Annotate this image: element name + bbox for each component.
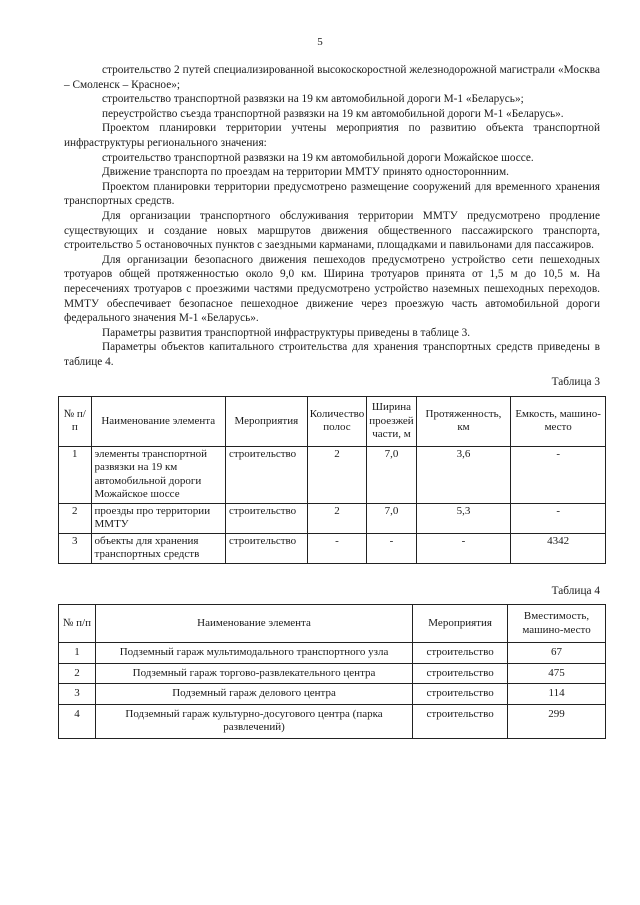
table-row xyxy=(59,503,606,533)
table-cell: 2 xyxy=(59,663,96,684)
paragraph: Параметры развития транспортной инфраструктуры приведены в таблице 3. xyxy=(102,326,471,339)
table-cell: 3 xyxy=(59,533,92,563)
table-cell: - xyxy=(511,446,606,503)
table-cell: 3 xyxy=(59,684,96,705)
table-cell: строительство xyxy=(413,643,508,664)
table-header-cell: Протяженность, км xyxy=(416,397,511,447)
document-body xyxy=(64,63,600,739)
table-cell: строительство xyxy=(413,704,508,738)
table-header-cell: Мероприятия xyxy=(225,397,307,447)
table-row xyxy=(59,533,606,563)
table-cell: 5,3 xyxy=(416,503,511,533)
table-cell: - xyxy=(367,533,416,563)
table4-caption: Таблица 4 xyxy=(551,584,600,597)
paragraph: Проектом планировки территории учтены мероприятия по развитию объекта транспортной инфраструктуры регионального значения: xyxy=(64,122,600,149)
table-row xyxy=(59,663,606,684)
paragraph: Проектом планировки территории предусмотрено размещение сооружений для временного хранения транспортных средств. xyxy=(64,180,600,208)
table-header-cell: Количество полос xyxy=(307,397,367,447)
table-cell: 7,0 xyxy=(367,446,416,503)
table-cell: строительство xyxy=(225,533,307,563)
table-cell: Подземный гараж культурно-досугового центра (парка развлечений) xyxy=(95,704,412,738)
table-cell: 67 xyxy=(508,643,606,664)
table-cell: строительство xyxy=(225,446,307,503)
table3-caption: Таблица 3 xyxy=(551,376,600,389)
table-cell: объекты для хранения транспортных средств xyxy=(91,533,225,563)
table-cell: 7,0 xyxy=(367,503,416,533)
table-cell: строительство xyxy=(413,663,508,684)
table-header-row xyxy=(59,605,606,643)
table-header-cell: Емкость, машино-место xyxy=(511,397,606,447)
table3 xyxy=(58,396,606,564)
table-cell: 4342 xyxy=(511,533,606,563)
table-cell: строительство xyxy=(225,503,307,533)
table-header-cell: Вместимость, машино-место xyxy=(508,605,606,643)
table-cell: элементы транспортной развязки на 19 км автомобильной дороги Можайское шоссе xyxy=(91,446,225,503)
table-header-row xyxy=(59,397,606,447)
table-cell: 299 xyxy=(508,704,606,738)
paragraph: строительство 2 путей специализированной высокоскоростной железнодорожной магистрали «Москва – Смоленск – Красное»; xyxy=(64,64,600,91)
table-cell: проезды про территории ММТУ xyxy=(91,503,225,533)
page-number: 5 xyxy=(317,36,323,48)
table-row xyxy=(59,643,606,664)
table-cell: - xyxy=(307,533,367,563)
table-row xyxy=(59,446,606,503)
table-cell: Подземный гараж мультимодального транспортного узла xyxy=(95,643,412,664)
table-cell: - xyxy=(416,533,511,563)
paragraph: строительство транспортной развязки на 19 км автомобильной дороги М-1 «Беларусь»; xyxy=(102,93,524,106)
paragraph: строительство транспортной развязки на 19 км автомобильной дороги Можайское шоссе. xyxy=(102,151,534,164)
table-cell: 114 xyxy=(508,684,606,705)
table4 xyxy=(58,604,606,739)
table-cell: 2 xyxy=(307,446,367,503)
table-header-cell: Ширина проезжей части, м xyxy=(367,397,416,447)
table-cell: 2 xyxy=(307,503,367,533)
table-cell: - xyxy=(511,503,606,533)
table-cell: Подземный гараж делового центра xyxy=(95,684,412,705)
paragraph: переустройство съезда транспортной развязки на 19 км автомобильной дороги М-1 «Беларусь». xyxy=(102,107,564,120)
table-cell: 475 xyxy=(508,663,606,684)
table-header-cell: Наименование элемента xyxy=(91,397,225,447)
table-row xyxy=(59,684,606,705)
paragraph: Для организации транспортного обслуживания территории ММТУ предусмотрено продление существующих и создание новых маршрутов движения общественного пассажирского транспорта, строительство 5 остановочных пунктов с заездными карманами, площадками и павильонами для пассажиров. xyxy=(64,209,600,252)
table-cell: 2 xyxy=(59,503,92,533)
table-cell: Подземный гараж торгово-развлекательного центра xyxy=(95,663,412,684)
paragraph: Параметры объектов капитального строительства для хранения транспортных средств приведены в таблице 4. xyxy=(64,341,600,368)
paragraph: Движение транспорта по проездам на территории ММТУ принято одностороннним. xyxy=(102,166,509,179)
table-row xyxy=(59,704,606,738)
table-cell: 3,6 xyxy=(416,446,511,503)
table-header-cell: № п/п xyxy=(59,605,96,643)
table-cell: 4 xyxy=(59,704,96,738)
table-cell: строительство xyxy=(413,684,508,705)
table-cell: 1 xyxy=(59,446,92,503)
paragraph: Для организации безопасного движения пешеходов предусмотрено устройство сети пешеходных тротуаров общей протяженностью около 9,0 км. Ширина тротуаров принята от 1,5 м до 10,5 м. На пересечениях тротуаров с проезжими частями предусмотрено устройство наземных пешеходных переходов. ММТУ обеспечивает безопасное пешеходное движение через проезжую часть автомобильной дороги федерального значения М-1 «Беларусь». xyxy=(64,253,600,325)
table-cell: 1 xyxy=(59,643,96,664)
table-header-cell: № п/п xyxy=(59,397,92,447)
table-header-cell: Мероприятия xyxy=(413,605,508,643)
table-header-cell: Наименование элемента xyxy=(95,605,412,643)
